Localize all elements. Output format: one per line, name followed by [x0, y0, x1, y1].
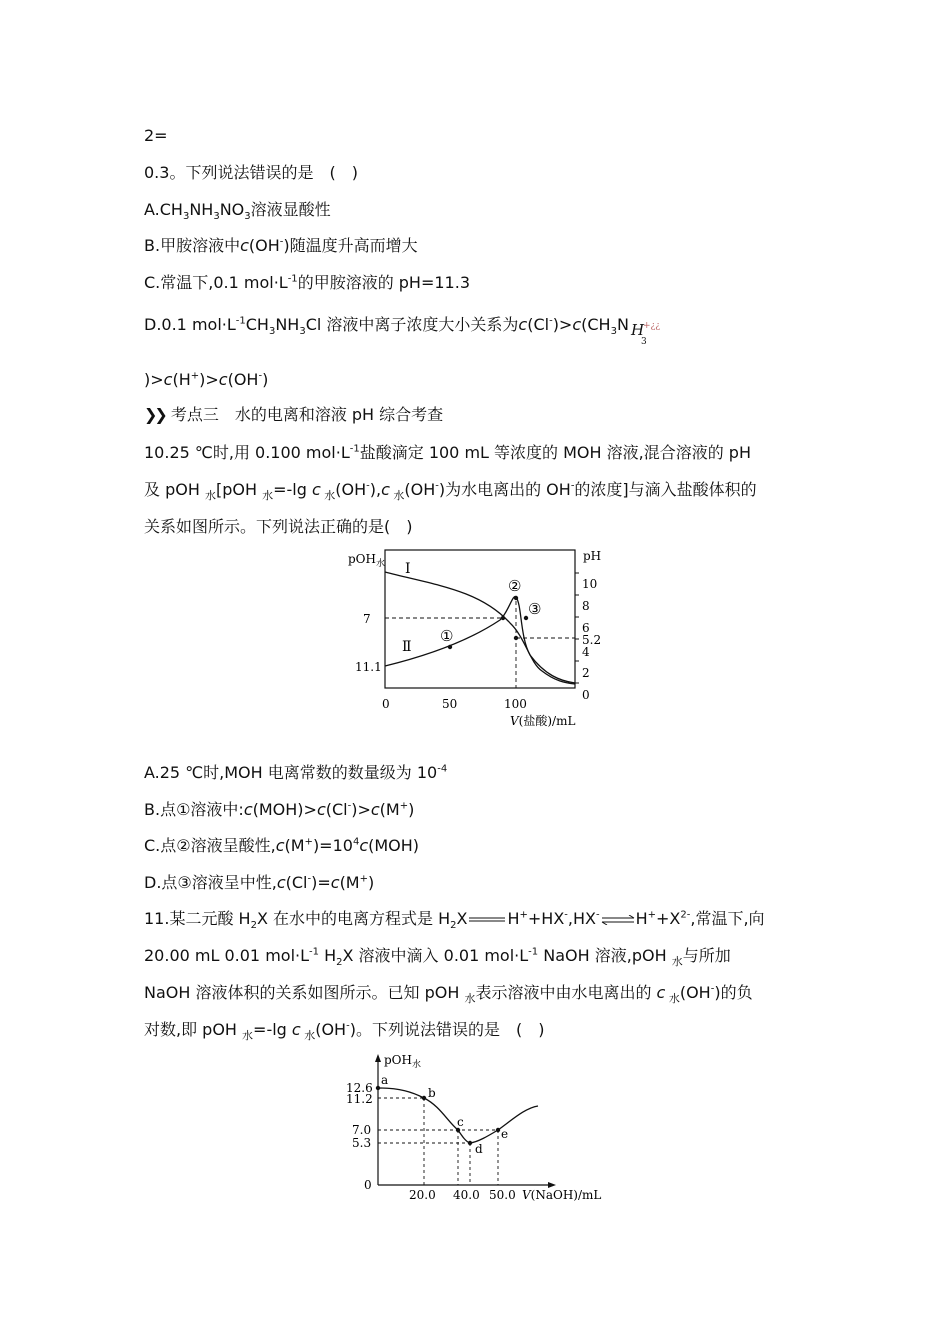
x-tick-100: 100 — [504, 697, 527, 711]
y-right-tick-52: 5.2 — [582, 633, 602, 647]
q11-stem-line2: 20.00 mL 0.01 $mol\cdot L^{-1}$ $H_2X$ 溶液中滴入 0.01 $mol\cdot L^{-1}$ NaOH 溶液,pOH $_水$与所加 — [144, 946, 731, 969]
section-heading: ❯❯ 考点三 水的电离和溶液 pH 综合考查 — [144, 405, 444, 424]
x-tick-20: 20.0 — [409, 1188, 436, 1202]
x-tick-50: 50 — [442, 697, 458, 711]
x-tick-0: 0 — [382, 697, 390, 711]
y-right-tick-10: 10 — [582, 577, 598, 591]
y-tick-12.6: 12.6 — [346, 1081, 373, 1095]
curve-label-I: Ⅰ — [405, 561, 411, 577]
q9-option-d: D.0.1 $mol\cdot L^{-1}CH_3NH_3Cl$ 溶液中离子浓度大小关系为$c(Cl^-)>c(CH_3N$ H 3 +¿¿ — [144, 310, 659, 335]
curve-label-II: Ⅱ — [402, 639, 412, 655]
q10-stem-line3: 关系如图所示。下列说法正确的是( ) — [144, 517, 413, 536]
q11-stem-line1: 11.某二元酸 $H_2X$ 在水中的电离方程式是 $H_2X$ H++HX-,HX- $H^++X^{2-}$,常温下,向 — [144, 909, 765, 932]
y-left-tick-11.1: 11.1 — [355, 660, 382, 674]
q10-stem-line1: 10.25 ℃时,用 0.100 $mol\cdot L^{-1}$盐酸滴定 100 mL 等浓度的 MOH 溶液,混合溶液的 pH — [144, 443, 751, 462]
q10-option-b: B.点①溶液中:c(MOH)>c(Cl-)>c(M+) — [144, 800, 415, 819]
point-label-e: e — [501, 1127, 509, 1141]
point-label-a: a — [381, 1073, 389, 1087]
point-label-1: ① — [440, 627, 454, 645]
point-label-b: b — [428, 1086, 436, 1100]
y-tick-11.2: 11.2 — [346, 1092, 373, 1106]
q9-option-a: $A.CH_3NH_3NO_3$溶液显酸性 — [144, 200, 331, 223]
q10-option-a: A.25 ℃时,MOH 电离常数的数量级为 $10^{-4}$ — [144, 763, 448, 782]
q9-ion-ch3nh3: H 3 +¿¿ — [630, 321, 661, 347]
q10-option-d: D.点③溶液呈中性,c(Cl-)=c(M+) — [144, 873, 375, 892]
y-axis-title: pOH$_水$ — [384, 1053, 421, 1070]
x-axis-title: V(NaOH)/mL — [522, 1188, 602, 1202]
y-right-tick-8: 8 — [582, 599, 590, 613]
q9-option-d-continued: )>c(H+)>c(OH-) — [144, 370, 269, 389]
q11-chart — [340, 1050, 610, 1210]
q11-stem-line3: NaOH 溶液体积的关系如图所示。已知 pOH $_水$表示溶液中由水电离出的 c $_水$(OH-)的负 — [144, 983, 753, 1006]
point-label-c: c — [457, 1115, 464, 1129]
point-e — [496, 1128, 500, 1132]
x-tick-40: 40.0 — [453, 1188, 480, 1202]
point-ph52 — [514, 636, 518, 640]
point-d — [468, 1141, 472, 1145]
y-left-title: pOH$_水$ — [348, 552, 385, 569]
single-arrow-icon — [467, 915, 507, 925]
plot-frame — [385, 550, 575, 688]
point-b — [422, 1096, 426, 1100]
point-label-d: d — [475, 1142, 483, 1156]
q10-option-c: C.点②溶液呈酸性$,c(M^+)=10^4c(MOH)$ — [144, 836, 420, 855]
y-right-title: pH — [583, 549, 602, 563]
q10-stem-line2: 及 pOH $_水$[pOH $_水$=-lg c $_水$(OH-),c $_水$(OH-)为水电离出的 OH-的浓度]与滴入盐酸体积的 — [144, 480, 757, 503]
double-chevron-icon: ❯❯ — [144, 405, 165, 424]
y-tick-0: 0 — [364, 1178, 372, 1192]
q11-stem-line4: 对数,即 pOH $_水$=-lg c $_水$(OH-)。下列说法错误的是 ( ) — [144, 1020, 545, 1043]
y-left-tick-7: 7 — [363, 612, 371, 626]
point-1 — [448, 645, 452, 649]
point-intersection — [501, 616, 505, 620]
curve-II — [385, 596, 575, 683]
y-right-tick-2: 2 — [582, 666, 590, 680]
point-label-2: ② — [508, 577, 522, 595]
curve-I — [385, 572, 575, 684]
q9-stem: 0.3。下列说法错误的是 ( ) — [144, 163, 358, 182]
x-axis-title: V(盐酸)/mL — [510, 714, 576, 728]
q9-option-c: C.常温下,0.1 $mol\cdot L^{-1}$的甲胺溶液的 pH=11.3 — [144, 273, 470, 292]
y-tick-5.3: 5.3 — [352, 1136, 372, 1150]
point-2 — [514, 596, 518, 600]
y-right-tick-0: 0 — [582, 688, 590, 702]
q10-chart — [340, 545, 610, 735]
y-right-tick-4: 4 — [582, 645, 590, 659]
point-a — [376, 1086, 380, 1090]
q9-option-b: B.甲胺溶液中c(OH-)随温度升高而增大 — [144, 236, 418, 255]
equilibrium-arrow-icon — [600, 915, 636, 925]
point-label-3: ③ — [528, 600, 542, 618]
y-tick-7.0: 7.0 — [352, 1123, 372, 1137]
y-right-tick-6: 6 — [582, 621, 590, 635]
y-axis-arrow-icon — [375, 1054, 381, 1062]
q9-line1: 2= — [144, 126, 168, 145]
x-tick-50: 50.0 — [489, 1188, 516, 1202]
